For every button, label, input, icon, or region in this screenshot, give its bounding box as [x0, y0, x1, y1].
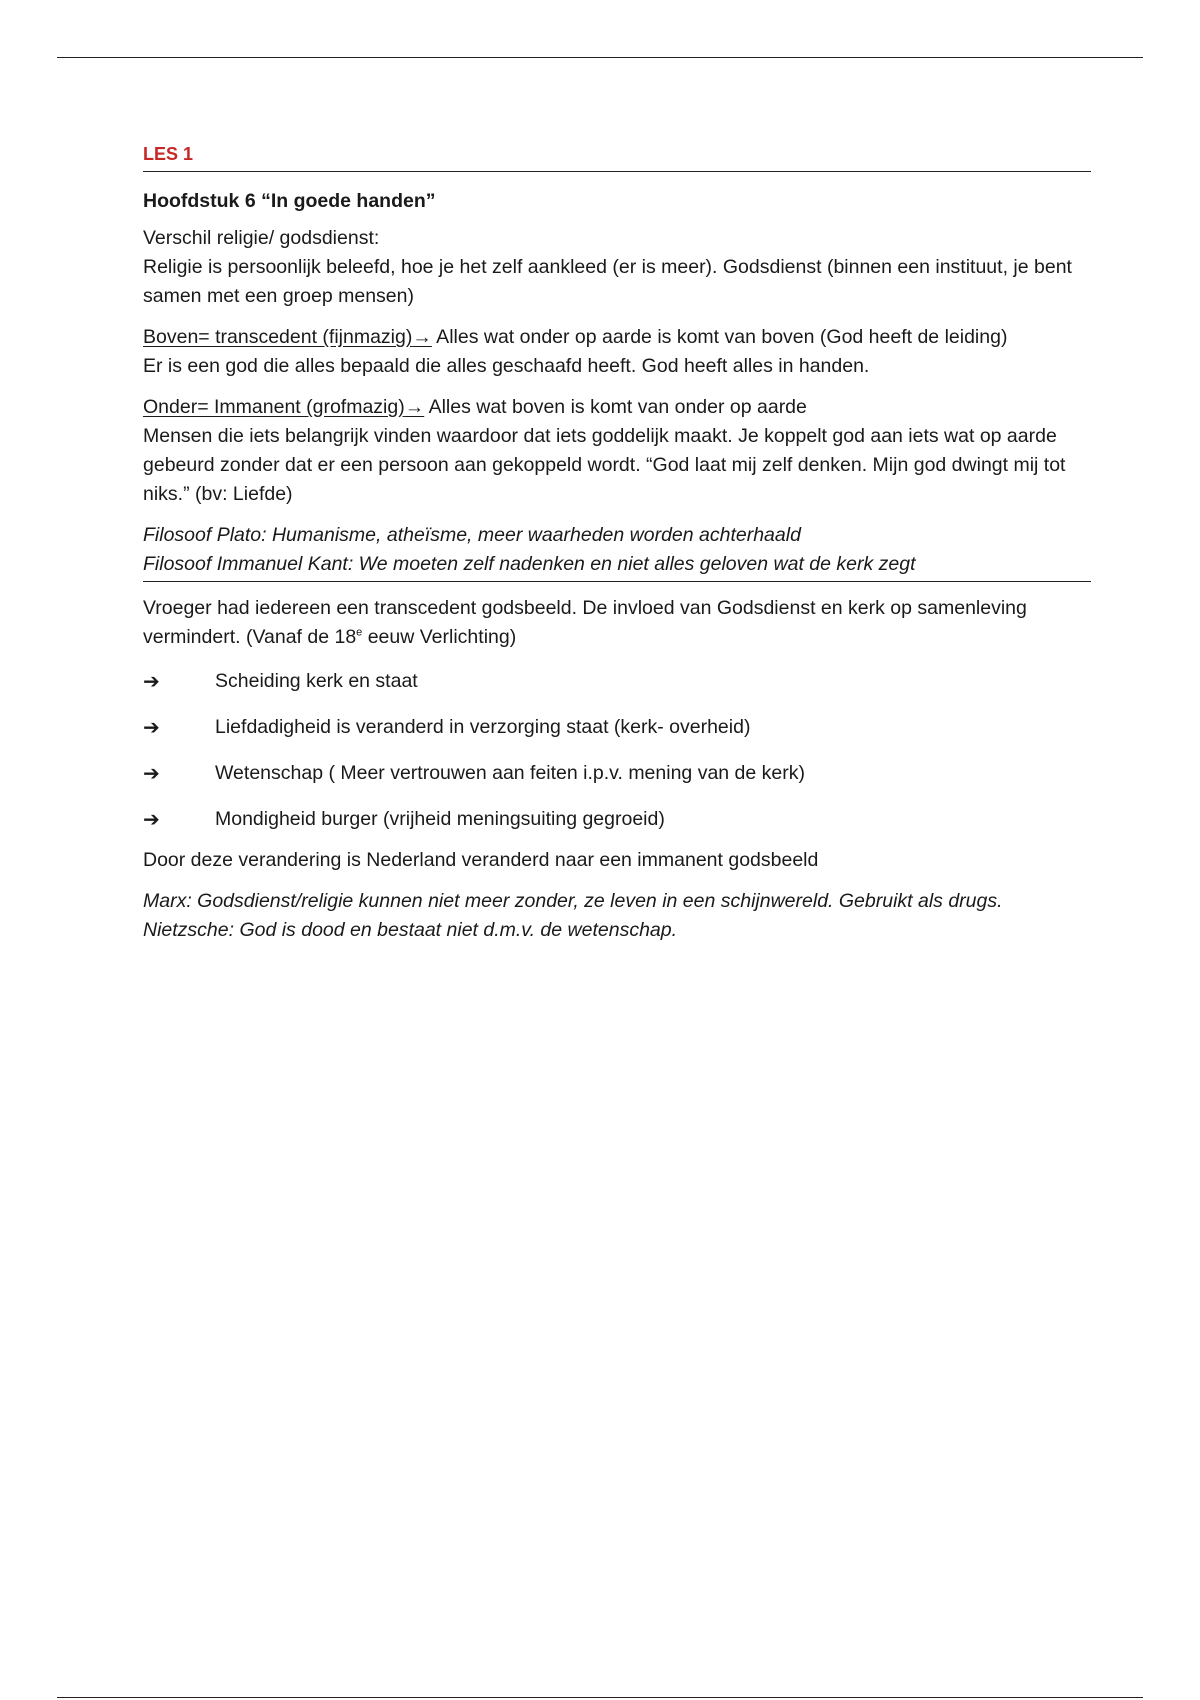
history-section [143, 594, 1091, 652]
document-page [143, 143, 1091, 945]
arrow-bullet-icon: ➔ [143, 808, 160, 831]
list-item-text: Scheiding kerk en staat [215, 669, 418, 692]
list-item [143, 658, 1091, 704]
chapter-title: Hoofdstuk 6 “In goede handen” [143, 190, 436, 212]
quote-marx: Marx: Godsdienst/religie kunnen niet meer zonder, ze leven in een schijnwereld. Gebruikt als drugs. [143, 890, 1003, 912]
bullet-list [143, 658, 1091, 842]
arrow-bullet-icon: ➔ [143, 762, 160, 785]
below-line [143, 393, 1091, 422]
list-item [143, 796, 1091, 842]
below-term-text: Onder= Immanent (grofmazig) [143, 396, 405, 418]
list-item [143, 704, 1091, 750]
difference-section [143, 224, 1091, 311]
above-section [143, 323, 1091, 381]
philosopher-kant: Filosoof Immanuel Kant: We moeten zelf nadenken en niet alles geloven wat de kerk zegt [143, 553, 916, 575]
list-item [143, 750, 1091, 796]
quote-nietzsche: Nietzsche: God is dood en bestaat niet d.m.v. de wetenschap. [143, 919, 678, 941]
difference-text: Religie is persoonlijk beleefd, hoe je het zelf aankleed (er is meer). Godsdienst (binnen een instituut, je bent samen met een groep mensen) [143, 256, 1072, 307]
history-text-after: eeuw Verlichting) [362, 626, 517, 648]
above-line [143, 323, 1091, 352]
list-item-text: Wetenschap ( Meer vertrouwen aan feiten i.p.v. mening van de kerk) [215, 761, 805, 784]
philosopher-plato: Filosoof Plato: Humanisme, atheïsme, meer waarheden worden achterhaald [143, 524, 801, 546]
page-top-rule [57, 57, 1143, 58]
conclusion-section [143, 846, 1091, 875]
conclusion-text: Door deze verandering is Nederland veranderd naar een immanent godsbeeld [143, 849, 819, 871]
below-term [143, 396, 424, 418]
arrow-bullet-icon: ➔ [143, 716, 160, 739]
history-superscript: e [356, 626, 363, 639]
below-text: Mensen die iets belangrijk vinden waardoor dat iets goddelijk maakt. Je koppelt god aan iets wat op aarde gebeurd zonder dat er een persoon aan gekoppeld wordt. “God laat mij zelf denken. Mijn god dwingt mij tot niks.” (bv: Liefde) [143, 425, 1066, 505]
list-item-text: Mondigheid burger (vrijheid meningsuiting gegroeid) [215, 807, 665, 830]
history-text-before: Vroeger had iedereen een transcedent godsbeeld. De invloed van Godsdienst en kerk op samenleving vermindert. (Vanaf de 18 [143, 597, 1027, 648]
history-text [143, 594, 1091, 652]
below-section [143, 393, 1091, 509]
above-term [143, 326, 432, 348]
below-summary: Alles wat boven is komt van onder op aarde [424, 396, 807, 418]
arrow-icon: → [404, 396, 425, 418]
list-item-text: Liefdadigheid is veranderd in verzorging staat (kerk- overheid) [215, 715, 751, 738]
above-text: Er is een god die alles bepaald die alles geschaafd heeft. God heeft alles in handen. [143, 355, 870, 377]
quotes-section [143, 887, 1091, 945]
above-summary: Alles wat onder op aarde is komt van boven (God heeft de leiding) [431, 326, 1008, 348]
above-term-text: Boven= transcedent (fijnmazig) [143, 326, 413, 348]
difference-intro: Verschil religie/ godsdienst: [143, 227, 380, 249]
philosophers-section [143, 521, 1091, 582]
lesson-title: LES 1 [143, 143, 1091, 172]
arrow-icon: → [412, 326, 432, 348]
page-bottom-rule [57, 1697, 1143, 1698]
arrow-bullet-icon: ➔ [143, 670, 160, 693]
